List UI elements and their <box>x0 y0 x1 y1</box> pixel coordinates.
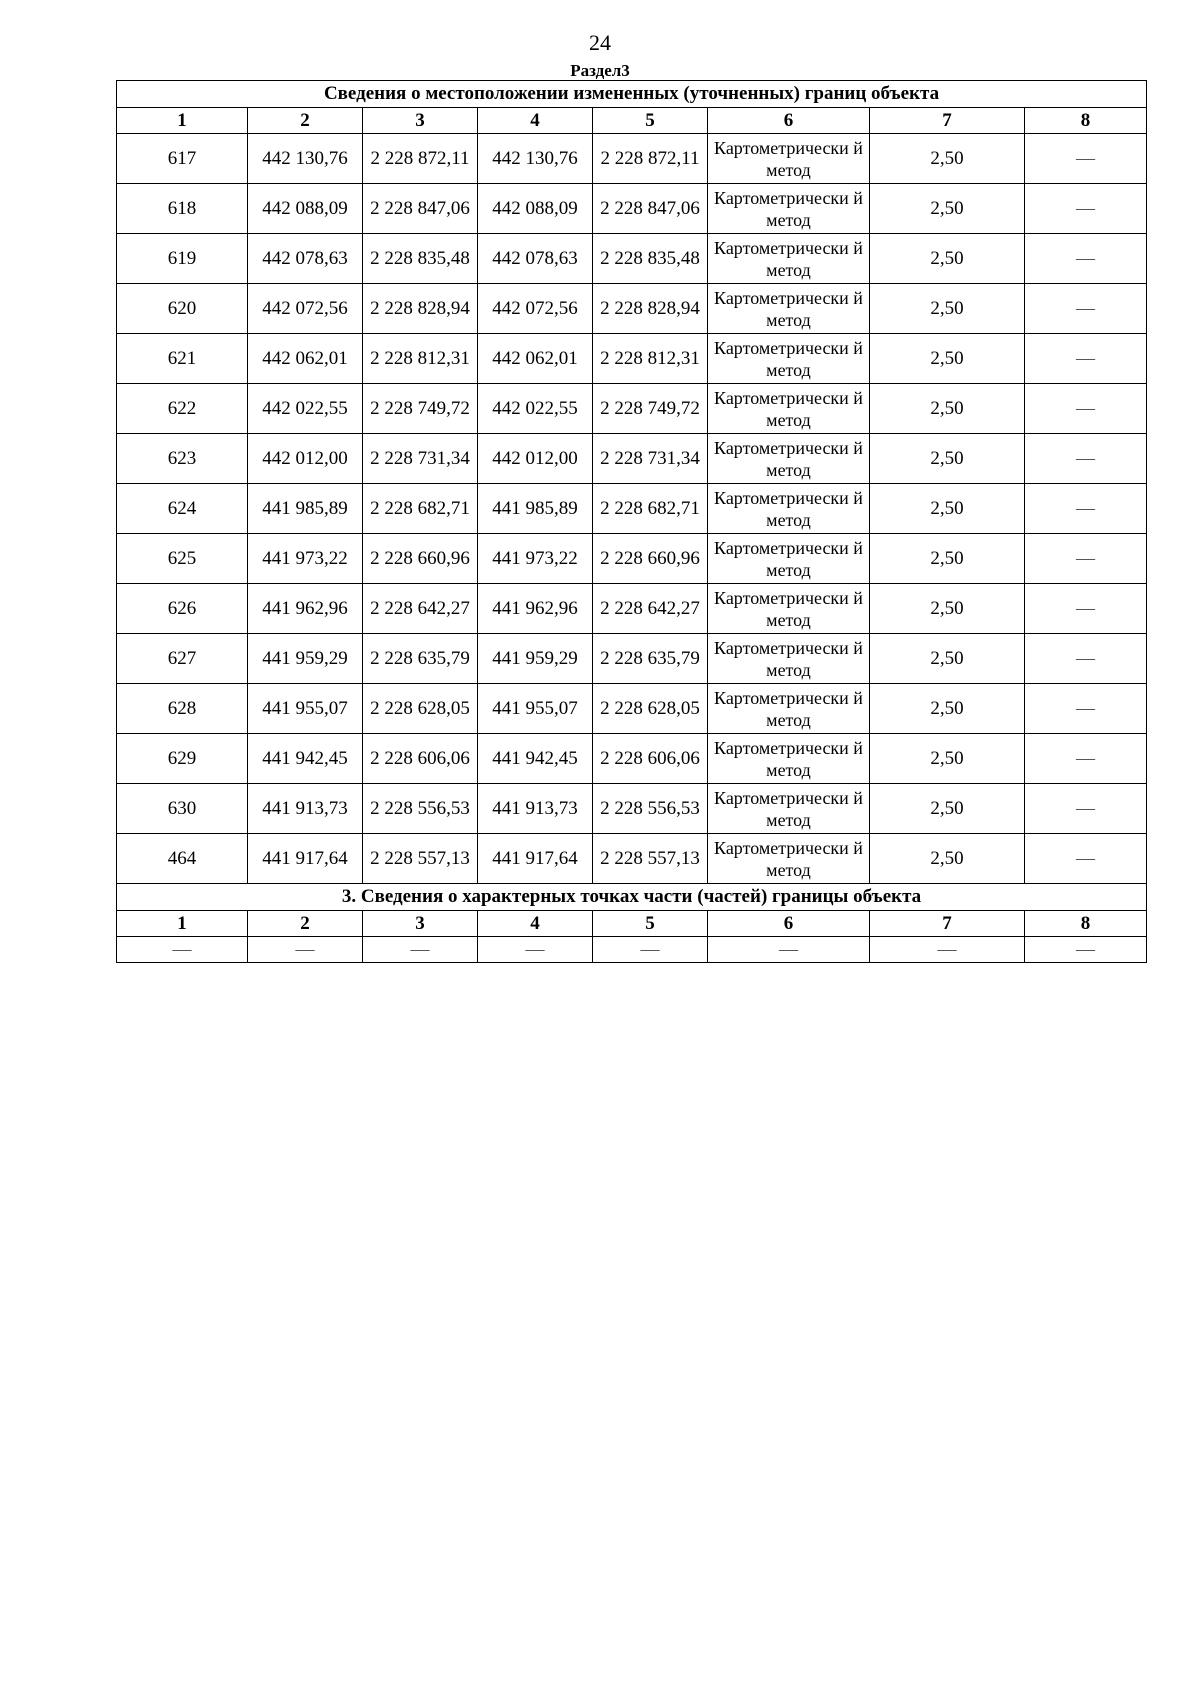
note-cell: — <box>1025 684 1147 734</box>
column-header-1: 1 <box>117 108 248 134</box>
y-coordinate: 2 228 557,13 <box>363 834 478 884</box>
method-cell: Картометрически й метод <box>708 684 870 734</box>
table-row <box>117 534 1147 584</box>
section-title: Раздел3 <box>570 61 630 80</box>
x-coordinate: 441 985,89 <box>248 484 363 534</box>
column-header-6: 6 <box>708 108 870 134</box>
x-coordinate: 442 088,09 <box>248 184 363 234</box>
note-cell: — <box>1025 234 1147 284</box>
note-cell: — <box>1025 434 1147 484</box>
method-cell: Картометрически й метод <box>708 284 870 334</box>
accuracy-cell: 2,50 <box>870 434 1025 484</box>
point-number: 628 <box>117 684 248 734</box>
x-coordinate: 442 130,76 <box>248 134 363 184</box>
point-number: 624 <box>117 484 248 534</box>
y-coordinate-new: 2 228 557,13 <box>593 834 708 884</box>
x-coordinate-new: 441 959,29 <box>478 634 593 684</box>
note-cell: — <box>1025 484 1147 534</box>
y-coordinate-new: 2 228 606,06 <box>593 734 708 784</box>
accuracy-cell: 2,50 <box>870 284 1025 334</box>
note-cell: — <box>1025 184 1147 234</box>
x-coordinate: 441 962,96 <box>248 584 363 634</box>
x-coordinate: 441 917,64 <box>248 834 363 884</box>
parts-cell: — <box>478 937 593 963</box>
column-header-4: 4 <box>478 108 593 134</box>
accuracy-cell: 2,50 <box>870 534 1025 584</box>
y-coordinate-new: 2 228 835,48 <box>593 234 708 284</box>
y-coordinate: 2 228 606,06 <box>363 734 478 784</box>
x-coordinate-new: 441 973,22 <box>478 534 593 584</box>
column-header-7: 7 <box>870 911 1025 937</box>
parts-cell: — <box>363 937 478 963</box>
method-cell: Картометрически й метод <box>708 134 870 184</box>
parts-cell: — <box>870 937 1025 963</box>
note-cell: — <box>1025 834 1147 884</box>
table-row <box>117 384 1147 434</box>
y-coordinate-new: 2 228 847,06 <box>593 184 708 234</box>
method-cell: Картометрически й метод <box>708 634 870 684</box>
point-number: 626 <box>117 584 248 634</box>
x-coordinate: 442 022,55 <box>248 384 363 434</box>
point-number: 621 <box>117 334 248 384</box>
y-coordinate: 2 228 731,34 <box>363 434 478 484</box>
y-coordinate: 2 228 628,05 <box>363 684 478 734</box>
y-coordinate-new: 2 228 828,94 <box>593 284 708 334</box>
y-coordinate-new: 2 228 749,72 <box>593 384 708 434</box>
y-coordinate: 2 228 682,71 <box>363 484 478 534</box>
column-header-5: 5 <box>593 108 708 134</box>
y-coordinate-new: 2 228 628,05 <box>593 684 708 734</box>
method-cell: Картометрически й метод <box>708 784 870 834</box>
accuracy-cell: 2,50 <box>870 584 1025 634</box>
table-caption-text: Сведения о местоположении измененных (уточненных) границ объекта <box>117 81 1147 108</box>
y-coordinate-new: 2 228 556,53 <box>593 784 708 834</box>
accuracy-cell: 2,50 <box>870 484 1025 534</box>
note-cell: — <box>1025 634 1147 684</box>
y-coordinate: 2 228 642,27 <box>363 584 478 634</box>
x-coordinate: 441 955,07 <box>248 684 363 734</box>
point-number: 617 <box>117 134 248 184</box>
point-number: 622 <box>117 384 248 434</box>
table-row <box>117 184 1147 234</box>
parts-cell: — <box>117 937 248 963</box>
table-caption <box>117 81 1147 108</box>
accuracy-cell: 2,50 <box>870 384 1025 434</box>
parts-cell: — <box>708 937 870 963</box>
column-header-2: 2 <box>248 911 363 937</box>
table-row <box>117 584 1147 634</box>
y-coordinate-new: 2 228 642,27 <box>593 584 708 634</box>
table-row <box>117 684 1147 734</box>
note-cell: — <box>1025 734 1147 784</box>
table-row <box>117 484 1147 534</box>
page-number: 24 <box>589 30 611 55</box>
x-coordinate: 441 913,73 <box>248 784 363 834</box>
column-header-7: 7 <box>870 108 1025 134</box>
y-coordinate-new: 2 228 872,11 <box>593 134 708 184</box>
column-header-3: 3 <box>363 911 478 937</box>
note-cell: — <box>1025 584 1147 634</box>
method-cell: Картометрически й метод <box>708 584 870 634</box>
accuracy-cell: 2,50 <box>870 634 1025 684</box>
y-coordinate: 2 228 749,72 <box>363 384 478 434</box>
point-number: 623 <box>117 434 248 484</box>
x-coordinate-new: 441 962,96 <box>478 584 593 634</box>
y-coordinate: 2 228 556,53 <box>363 784 478 834</box>
x-coordinate-new: 442 078,63 <box>478 234 593 284</box>
parts-row <box>117 937 1147 963</box>
parts-header-row <box>117 911 1147 937</box>
table-row <box>117 784 1147 834</box>
y-coordinate: 2 228 847,06 <box>363 184 478 234</box>
method-cell: Картометрически й метод <box>708 434 870 484</box>
point-number: 627 <box>117 634 248 684</box>
column-header-4: 4 <box>478 911 593 937</box>
note-cell: — <box>1025 384 1147 434</box>
x-coordinate-new: 442 022,55 <box>478 384 593 434</box>
table-header-row <box>117 108 1147 134</box>
point-number: 619 <box>117 234 248 284</box>
accuracy-cell: 2,50 <box>870 684 1025 734</box>
x-coordinate: 442 072,56 <box>248 284 363 334</box>
column-header-8: 8 <box>1025 108 1147 134</box>
accuracy-cell: 2,50 <box>870 134 1025 184</box>
x-coordinate-new: 441 942,45 <box>478 734 593 784</box>
y-coordinate: 2 228 828,94 <box>363 284 478 334</box>
column-header-6: 6 <box>708 911 870 937</box>
column-header-2: 2 <box>248 108 363 134</box>
y-coordinate: 2 228 872,11 <box>363 134 478 184</box>
accuracy-cell: 2,50 <box>870 334 1025 384</box>
y-coordinate-new: 2 228 731,34 <box>593 434 708 484</box>
table-row <box>117 134 1147 184</box>
method-cell: Картометрически й метод <box>708 534 870 584</box>
table-row <box>117 634 1147 684</box>
parts-cell: — <box>248 937 363 963</box>
point-number: 620 <box>117 284 248 334</box>
table-row <box>117 834 1147 884</box>
x-coordinate-new: 442 012,00 <box>478 434 593 484</box>
y-coordinate-new: 2 228 635,79 <box>593 634 708 684</box>
point-number: 464 <box>117 834 248 884</box>
y-coordinate: 2 228 835,48 <box>363 234 478 284</box>
column-header-1: 1 <box>117 911 248 937</box>
method-cell: Картометрически й метод <box>708 234 870 284</box>
x-coordinate-new: 442 130,76 <box>478 134 593 184</box>
y-coordinate-new: 2 228 682,71 <box>593 484 708 534</box>
note-cell: — <box>1025 134 1147 184</box>
x-coordinate: 442 012,00 <box>248 434 363 484</box>
note-cell: — <box>1025 284 1147 334</box>
point-number: 618 <box>117 184 248 234</box>
boundary-table <box>116 80 1147 963</box>
parts-caption <box>117 884 1147 911</box>
x-coordinate-new: 441 913,73 <box>478 784 593 834</box>
x-coordinate-new: 441 955,07 <box>478 684 593 734</box>
y-coordinate-new: 2 228 660,96 <box>593 534 708 584</box>
x-coordinate: 442 078,63 <box>248 234 363 284</box>
point-number: 630 <box>117 784 248 834</box>
note-cell: — <box>1025 334 1147 384</box>
note-cell: — <box>1025 784 1147 834</box>
parts-cell: — <box>1025 937 1147 963</box>
column-header-5: 5 <box>593 911 708 937</box>
table-row <box>117 734 1147 784</box>
table-row <box>117 434 1147 484</box>
x-coordinate: 441 942,45 <box>248 734 363 784</box>
y-coordinate: 2 228 635,79 <box>363 634 478 684</box>
method-cell: Картометрически й метод <box>708 184 870 234</box>
accuracy-cell: 2,50 <box>870 184 1025 234</box>
column-header-8: 8 <box>1025 911 1147 937</box>
accuracy-cell: 2,50 <box>870 784 1025 834</box>
point-number: 629 <box>117 734 248 784</box>
x-coordinate-new: 441 985,89 <box>478 484 593 534</box>
accuracy-cell: 2,50 <box>870 834 1025 884</box>
table-row <box>117 234 1147 284</box>
parts-caption-text: 3. Сведения о характерных точках части (частей) границы объекта <box>117 884 1147 911</box>
method-cell: Картометрически й метод <box>708 334 870 384</box>
method-cell: Картометрически й метод <box>708 834 870 884</box>
table-row <box>117 334 1147 384</box>
accuracy-cell: 2,50 <box>870 234 1025 284</box>
method-cell: Картометрически й метод <box>708 384 870 434</box>
method-cell: Картометрически й метод <box>708 734 870 784</box>
accuracy-cell: 2,50 <box>870 734 1025 784</box>
column-header-3: 3 <box>363 108 478 134</box>
x-coordinate-new: 442 072,56 <box>478 284 593 334</box>
x-coordinate: 442 062,01 <box>248 334 363 384</box>
y-coordinate: 2 228 812,31 <box>363 334 478 384</box>
x-coordinate-new: 441 917,64 <box>478 834 593 884</box>
note-cell: — <box>1025 534 1147 584</box>
x-coordinate-new: 442 088,09 <box>478 184 593 234</box>
parts-cell: — <box>593 937 708 963</box>
x-coordinate-new: 442 062,01 <box>478 334 593 384</box>
x-coordinate: 441 959,29 <box>248 634 363 684</box>
point-number: 625 <box>117 534 248 584</box>
table-row <box>117 284 1147 334</box>
y-coordinate-new: 2 228 812,31 <box>593 334 708 384</box>
method-cell: Картометрически й метод <box>708 484 870 534</box>
x-coordinate: 441 973,22 <box>248 534 363 584</box>
y-coordinate: 2 228 660,96 <box>363 534 478 584</box>
